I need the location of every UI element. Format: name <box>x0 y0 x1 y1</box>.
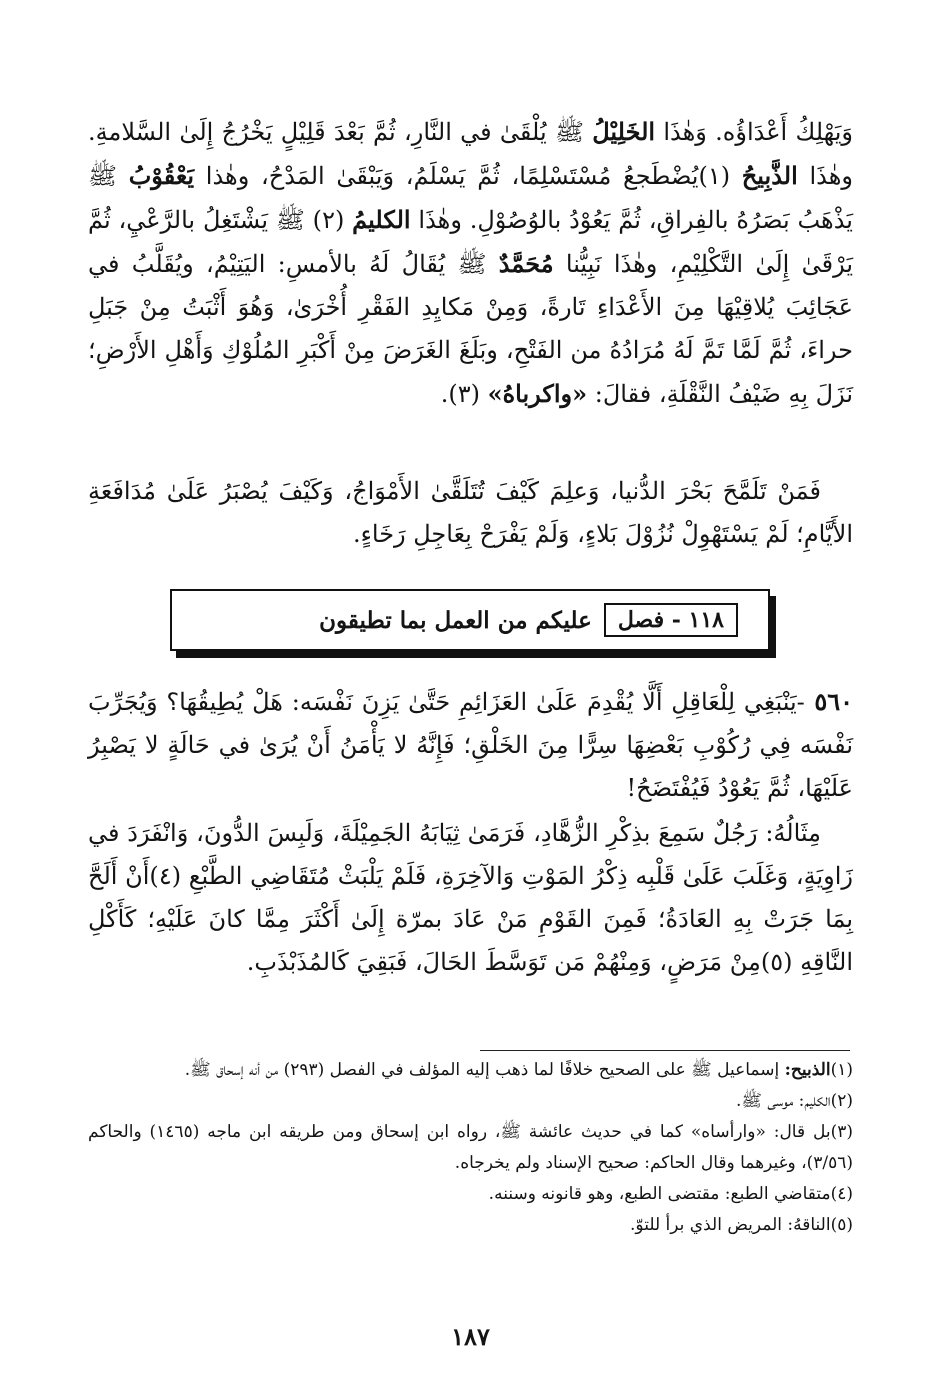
footnote-term: الذبيح: <box>784 1060 831 1080</box>
text-run: وَيَهْلِكُ أَعْدَاؤُه. وَهٰذَا <box>655 118 853 146</box>
paragraph-number: ٥٦٠ <box>804 687 853 716</box>
paragraph-2-text: فَمَنْ تَلَمَّحَ بَحْرَ الدُّنيا، وَعلِمَ كَيْفَ تُتَلَقَّىٰ الأَمْوَاجُ، وَكَيْفَ يُصْبَرُ عَلَىٰ مُدَافَعَةِ الأَيَّامِ؛ لَمْ يَسْتَهْوِلْ نُزُوْلَ بَلاءٍ، وَلَمْ يَفْرَحْ بِعَاجِلِ رَخَاءٍ. <box>88 477 853 548</box>
paragraph-4-text <box>88 812 853 984</box>
text-run: ﷺ يُقَالُ لَهُ بالأمسِ: اليَتِيْمُ، ويُقَلَّبُ في عَجَائِبَ يُلاقِيْهَا مِنَ الأَعْدَاءِ تَارةً، وَمِنْ مَكايِدِ الفَقْرِ أُخْرَىٰ، وَهُوَ أَثْبَتُ مِنْ جَبَلِ حراءَ، ثُمَّ لَمَّا تَمَّ لَهُ مُرَادُهُ من الفَتْحِ، وبَلَغَ الغَرَضَ مِنْ أَكْبَرِ المُلُوْكِ وَأَهْلِ الأَرْضِ؛ نَزَلَ بِهِ ضَيْفُ النَّقْلَةِ، فقالَ: <box>88 250 853 408</box>
name-dhabih: الذَّبِيحُ <box>741 161 798 190</box>
footnote-divider <box>480 1050 850 1051</box>
paragraph-3 <box>88 680 853 810</box>
text-run: ﷺ يُلْقَىٰ في النَّارِ، ثُمَّ بَعْدَ قَلِيْلٍ يَخْرُجُ إِلَىٰ السَّلامةِ. وهٰذَا <box>88 118 854 190</box>
name-yaqub: يَعْقُوْبُ <box>128 161 195 190</box>
section-title: عليكم من العمل بما تطيقون <box>319 606 592 634</box>
footnote-1 <box>88 1055 853 1086</box>
text-run: (٣). <box>440 380 488 408</box>
text-run: (٢) ﷺ يَشْتَغِلُ بالرَّعْيِ، ثُمَّ يَرْقَىٰ إِلَىٰ التَّكْلِيْمِ، وهٰذَا نَبِيُّنا <box>88 206 854 278</box>
paragraph-4 <box>88 812 853 984</box>
name-kalim: الكليمُ <box>352 205 411 234</box>
footnote-4: (٤)متقاضي الطبع: مقتضى الطبع، وهو قانونه وسننه. <box>488 1184 853 1204</box>
text-run: ﷺ يَذْهَبُ بَصَرُهُ بالفِراقِ، ثُمَّ يَعُوْدُ بالوُصُوْلِ. وهٰذَا <box>88 162 853 234</box>
footnote-label: (١) <box>830 1060 853 1080</box>
name-muhammad: مُحَمَّدٌ <box>498 249 554 278</box>
text-run: (١)يُضْطَجعُ مُسْتَسْلِمًا، ثُمَّ يَسْلَمُ، وَيَبْقَىٰ المَدْحُ، وهٰذا <box>194 162 742 190</box>
footnote-text: إسماعيل ﷺ على الصحيح خلافًا لما ذهب إليه المؤلف في الفصل (٢٩٣) من أنه إسحاق ﷺ. <box>184 1060 785 1080</box>
text-run: -يَنْبَغِي لِلْعَاقِلِ أَلَّا يُقْدِمَ عَلَىٰ العَزَائِمِ حَتَّىٰ يَزِنَ نَفْسَه: هَلْ يُطِيقُهَا؟ وَيُجَرِّبَ نَفْسَه فِي رُكُوْبِ بَعْضِهَا سِرًّا مِنَ الخَلْقِ؛ فَإِنَّهُ لا يَأْمَنُ أَنْ يُرَىٰ في حَالَةٍ لا يَصْبِرُ عَلَيْهَا، ثُمَّ يَعُوْدُ فَيُفْتَضَحُ! <box>88 688 853 802</box>
section-heading <box>170 589 770 651</box>
paragraph-2 <box>88 470 853 556</box>
section-number: ١١٨ - فصل <box>604 603 738 637</box>
paragraph-3-text <box>88 680 853 810</box>
quote-wakarbah: «واكرباهُ» <box>487 379 588 408</box>
footnote-2: (٢)الكليم: موسى ﷺ. <box>735 1091 853 1111</box>
text-run: مِثَالُهُ: رَجُلٌ سَمِعَ بذِكْرِ الزُّهَّادِ، فَرَمَىٰ ثِيَابَهُ الجَمِيْلَةَ، وَلَبِسَ الدُّونَ، وَانْفَرَدَ في زَاوِيَةٍ، وَغَلَبَ عَلَىٰ قَلْبِه ذِكْرُ المَوْتِ وَالآخِرَةِ، فَلَمْ يَلْبَثْ مُتَقَاضِي الطَّبْعِ (٤)أَنْ أَلَحَّ بِمَا جَرَتْ بِهِ العَادَةُ؛ فَمِنَ القَوْمِ مَنْ عَادَ بمرّة إِلَىٰ أَكْثَرَ مِمَّا كانَ عَلَيْهِ؛ كَأَكْلِ النَّاقِهِ <box>88 819 854 976</box>
footnote-5: (٥)الناقهُ: المريض الذي برأ للتوّ. <box>630 1215 853 1235</box>
paragraph-1 <box>88 110 853 416</box>
footnotes <box>88 1055 853 1241</box>
name-khalil: الخَلِيْلُ <box>592 117 656 146</box>
text-run: (٥)مِنْ مَرَضٍ، وَمِنْهُمْ مَن تَوَسَّطَ الحَالَ، فَبَقِيَ كَالمُذَبْذَبِ. <box>246 948 793 976</box>
page-number: ١٨٧ <box>451 1322 490 1351</box>
paragraph-1-text <box>88 110 853 416</box>
footnote-3: (٣)بل قال: «وارأساه» كما في حديث عائشة ﷺ، رواه ابن إسحاق ومن طريقه ابن ماجه (١٤٦٥) والحاكم (٣/٥٦)، وغيرهما وقال الحاكم: صحيح الإسناد ولم يخرجاه. <box>88 1122 853 1173</box>
